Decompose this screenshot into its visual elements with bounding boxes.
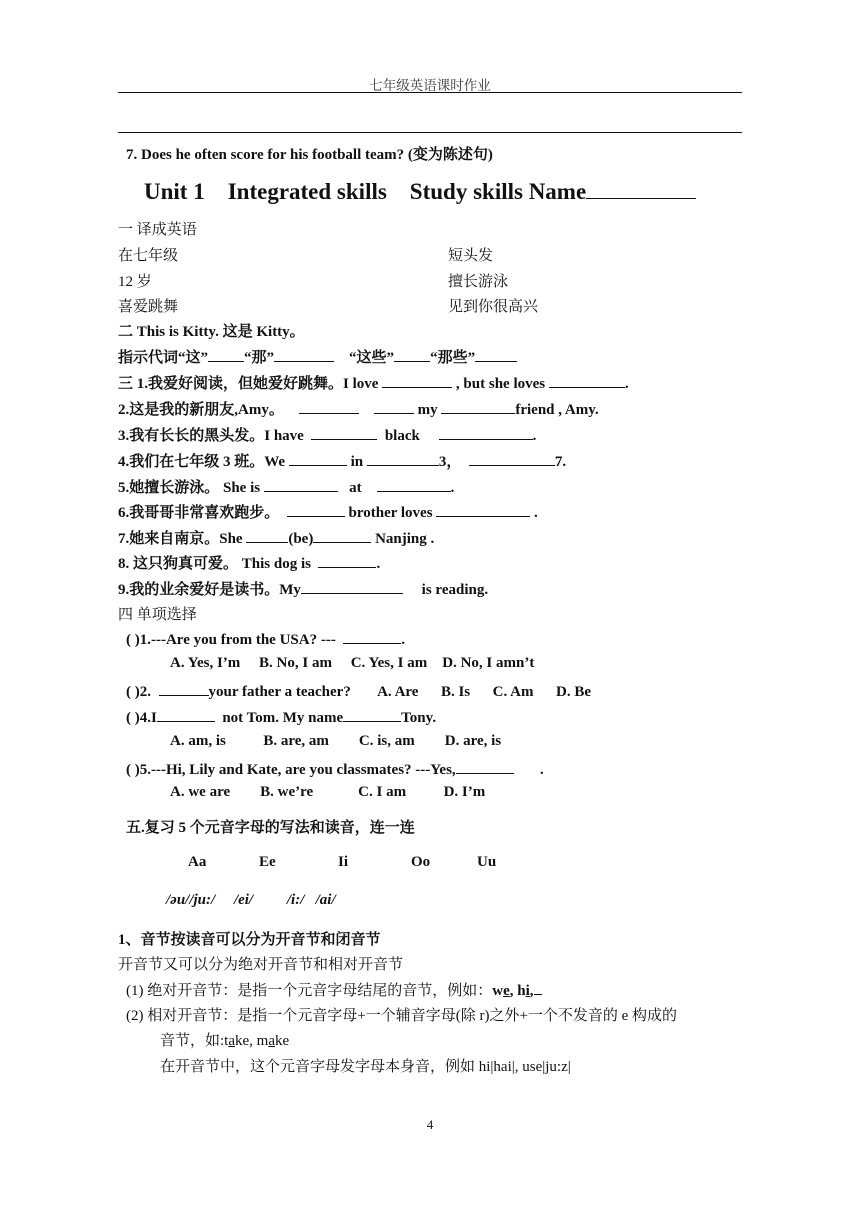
section2-heading: 二 This is Kitty. 这是 Kitty。 bbox=[118, 324, 305, 340]
option[interactable]: D. No, I amn’t bbox=[442, 655, 535, 671]
header-rule bbox=[118, 92, 742, 93]
vowel-letter[interactable]: Uu bbox=[477, 854, 497, 870]
text: ke, m bbox=[235, 1033, 269, 1049]
s3-question-6 bbox=[118, 501, 538, 522]
vowel-letter[interactable]: Oo bbox=[411, 854, 431, 870]
text: 6.我哥哥非常喜欢跑步。 bbox=[118, 505, 280, 521]
blank[interactable] bbox=[343, 629, 401, 644]
sound[interactable]: /i:/ bbox=[286, 892, 305, 908]
section1-item: 在七年级 bbox=[118, 248, 179, 264]
blank[interactable] bbox=[287, 502, 345, 517]
word-these: “这些” bbox=[349, 350, 395, 366]
blank[interactable] bbox=[439, 425, 533, 440]
option[interactable]: C. Am bbox=[492, 684, 534, 700]
s4-question-2 bbox=[126, 681, 591, 701]
sound[interactable]: /ei/ bbox=[233, 892, 254, 908]
text: 5.她擅长游泳。 She is bbox=[118, 480, 261, 496]
note-1: 1、音节按读音可以分为开音节和闭音节 bbox=[118, 932, 381, 948]
vowel-letter[interactable]: Ee bbox=[259, 854, 276, 870]
vowel-letter[interactable]: Ii bbox=[338, 854, 349, 870]
text: ( )4.I bbox=[126, 710, 157, 726]
word-those: “那些” bbox=[430, 350, 476, 366]
s3-question-1 bbox=[118, 372, 629, 393]
note-3 bbox=[126, 979, 542, 1000]
s4-question-5 bbox=[126, 759, 544, 779]
word-that: “那” bbox=[244, 350, 275, 366]
blank[interactable] bbox=[274, 347, 334, 362]
text: at bbox=[349, 480, 362, 496]
blank[interactable] bbox=[469, 451, 555, 466]
text: 4.我们在七年级 3 班。We bbox=[118, 454, 286, 470]
s3-question-8 bbox=[118, 552, 380, 573]
blank[interactable] bbox=[313, 528, 371, 543]
sound[interactable]: /ai/ bbox=[315, 892, 336, 908]
unit-title bbox=[144, 176, 696, 205]
text: . bbox=[534, 505, 538, 521]
blank[interactable] bbox=[246, 528, 288, 543]
unit-number: Unit 1 bbox=[144, 179, 205, 204]
option[interactable]: B. we’re bbox=[260, 784, 314, 800]
blank[interactable] bbox=[377, 477, 451, 492]
blank[interactable] bbox=[367, 451, 439, 466]
text: (1) 绝对开音节：是指一个元音字母结尾的音节，例如： bbox=[126, 983, 493, 999]
option[interactable]: B. Is bbox=[440, 684, 471, 700]
section1-item: 12 岁 bbox=[118, 274, 152, 290]
text: friend , Amy. bbox=[515, 402, 599, 418]
word-this: “这” bbox=[178, 350, 209, 366]
text: , but she loves bbox=[455, 376, 546, 392]
sound[interactable]: /ju:/ bbox=[189, 892, 216, 908]
vowel-letter[interactable]: Aa bbox=[188, 854, 207, 870]
answer-line bbox=[118, 132, 742, 133]
blank[interactable] bbox=[301, 579, 403, 594]
blank[interactable] bbox=[208, 347, 244, 362]
blank[interactable] bbox=[264, 477, 338, 492]
text: 音节，如:t bbox=[160, 1033, 229, 1049]
text: your father a teacher? bbox=[208, 684, 351, 700]
text: , bbox=[529, 983, 534, 999]
option[interactable]: C. I am bbox=[358, 784, 407, 800]
blank[interactable] bbox=[436, 502, 530, 517]
s3-question-5 bbox=[118, 476, 454, 497]
text: a bbox=[228, 1033, 236, 1049]
blank[interactable] bbox=[475, 347, 517, 362]
text: . bbox=[532, 428, 537, 444]
text: 7. bbox=[554, 454, 567, 470]
section4-heading: 四 单项选择 bbox=[118, 607, 197, 623]
section1-item: 擅长游泳 bbox=[448, 274, 509, 290]
text: not Tom. My name bbox=[222, 710, 344, 726]
text: Nanjing . bbox=[375, 531, 435, 547]
blank[interactable] bbox=[456, 759, 514, 774]
option[interactable]: C. is, am bbox=[358, 733, 415, 749]
option[interactable]: A. Are bbox=[377, 684, 419, 700]
text: , bbox=[509, 983, 518, 999]
text: (be) bbox=[288, 531, 314, 547]
text: brother loves bbox=[348, 505, 433, 521]
option[interactable]: D. Be bbox=[556, 684, 591, 700]
line-prefix: 指示代词 bbox=[118, 350, 179, 366]
previous-question-7: 7. Does he often score for his football team? (变为陈述句) bbox=[126, 147, 493, 163]
s4-q5-options bbox=[170, 784, 485, 801]
text: 三 1.我爱好阅读，但她爱好跳舞。I love bbox=[118, 376, 379, 392]
option[interactable]: D. I’m bbox=[443, 784, 486, 800]
blank[interactable] bbox=[374, 399, 414, 414]
page-number: 4 bbox=[426, 1117, 434, 1132]
vowel-sounds bbox=[166, 892, 336, 909]
text: 9.我的业余爱好是读书。My bbox=[118, 582, 301, 598]
unit-part2: Study skills Name bbox=[409, 179, 587, 204]
blank[interactable] bbox=[549, 373, 625, 388]
text: . bbox=[376, 556, 381, 572]
option[interactable]: B. No, I am bbox=[259, 655, 332, 671]
s3-question-9 bbox=[118, 578, 488, 599]
s3-question-2 bbox=[118, 398, 599, 419]
blank[interactable] bbox=[343, 707, 401, 722]
text: w bbox=[492, 983, 504, 999]
s4-question-4 bbox=[126, 707, 436, 727]
section1-item: 喜爱跳舞 bbox=[118, 299, 179, 315]
text: 8. 这只狗真可爱。 This dog is bbox=[118, 556, 311, 572]
s4-question-1: ( )1.---Are you from the USA? --- . bbox=[126, 629, 405, 649]
name-blank[interactable] bbox=[586, 176, 696, 199]
text: 3， bbox=[438, 454, 462, 470]
text: ( )1.---Are you from the USA? --- bbox=[126, 632, 336, 648]
text: ( )5.---Hi, Lily and Kate, are you classmates? ---Yes, bbox=[126, 762, 456, 778]
text: a bbox=[268, 1033, 276, 1049]
option[interactable]: A. we are bbox=[170, 784, 231, 800]
text: ke bbox=[275, 1033, 290, 1049]
text: . bbox=[450, 480, 455, 496]
section1-item: 短头发 bbox=[448, 248, 494, 264]
blank[interactable] bbox=[382, 373, 452, 388]
s3-question-7 bbox=[118, 527, 434, 548]
text: in bbox=[350, 454, 364, 470]
s4-q1-options bbox=[170, 655, 534, 672]
unit-part1: Integrated skills bbox=[227, 179, 387, 204]
section5-heading: 五.复习 5 个元音字母的写法和读音，连一连 bbox=[126, 820, 415, 836]
sound[interactable]: /əu/ bbox=[166, 892, 190, 908]
text: 2.这是我的新朋友,Amy。 bbox=[118, 402, 284, 418]
section1-item: 见到你很高兴 bbox=[448, 299, 539, 315]
text: i bbox=[525, 983, 530, 999]
section1-heading: 一 译成英语 bbox=[118, 222, 197, 238]
blank[interactable] bbox=[441, 399, 515, 414]
note-5 bbox=[160, 1029, 289, 1050]
text: black bbox=[384, 428, 420, 444]
text: ( )2. bbox=[126, 684, 151, 700]
option[interactable]: B. are, am bbox=[263, 733, 329, 749]
text: is reading. bbox=[421, 582, 489, 598]
blank[interactable] bbox=[157, 707, 215, 722]
note-4: (2) 相对开音节：是指一个元音字母+一个辅音字母(除 r)之外+一个不发音的 e 构成的 bbox=[126, 1008, 678, 1024]
text: Tony. bbox=[401, 710, 437, 726]
text: . bbox=[539, 762, 544, 778]
s3-question-3 bbox=[118, 424, 536, 445]
blank[interactable] bbox=[311, 425, 377, 440]
blank[interactable] bbox=[318, 553, 376, 568]
page-header: 七年级英语课时作业 bbox=[369, 78, 491, 93]
option[interactable]: A. am, is bbox=[170, 733, 226, 749]
s4-q4-options bbox=[170, 733, 501, 750]
text: . bbox=[624, 376, 629, 392]
blank[interactable] bbox=[159, 681, 209, 696]
text: 7.她来自南京。She bbox=[118, 531, 243, 547]
option[interactable]: A. Yes, I’m bbox=[170, 655, 241, 671]
blank bbox=[534, 982, 542, 995]
text: my bbox=[417, 402, 438, 418]
demonstratives-line bbox=[118, 346, 517, 367]
text: h bbox=[517, 983, 526, 999]
blank[interactable] bbox=[289, 451, 347, 466]
text: 3.我有长长的黑头发。I have bbox=[118, 428, 304, 444]
note-6: 在开音节中，这个元音字母发字母本身音，例如 hi|hai|, use|ju:z| bbox=[160, 1059, 571, 1075]
text: e bbox=[503, 983, 510, 999]
note-2: 开音节又可以分为绝对开音节和相对开音节 bbox=[118, 957, 404, 973]
blank[interactable] bbox=[394, 347, 430, 362]
option[interactable]: C. Yes, I am bbox=[350, 655, 428, 671]
blank[interactable] bbox=[299, 399, 359, 414]
option[interactable]: D. are, is bbox=[444, 733, 502, 749]
s3-question-4 bbox=[118, 450, 566, 471]
